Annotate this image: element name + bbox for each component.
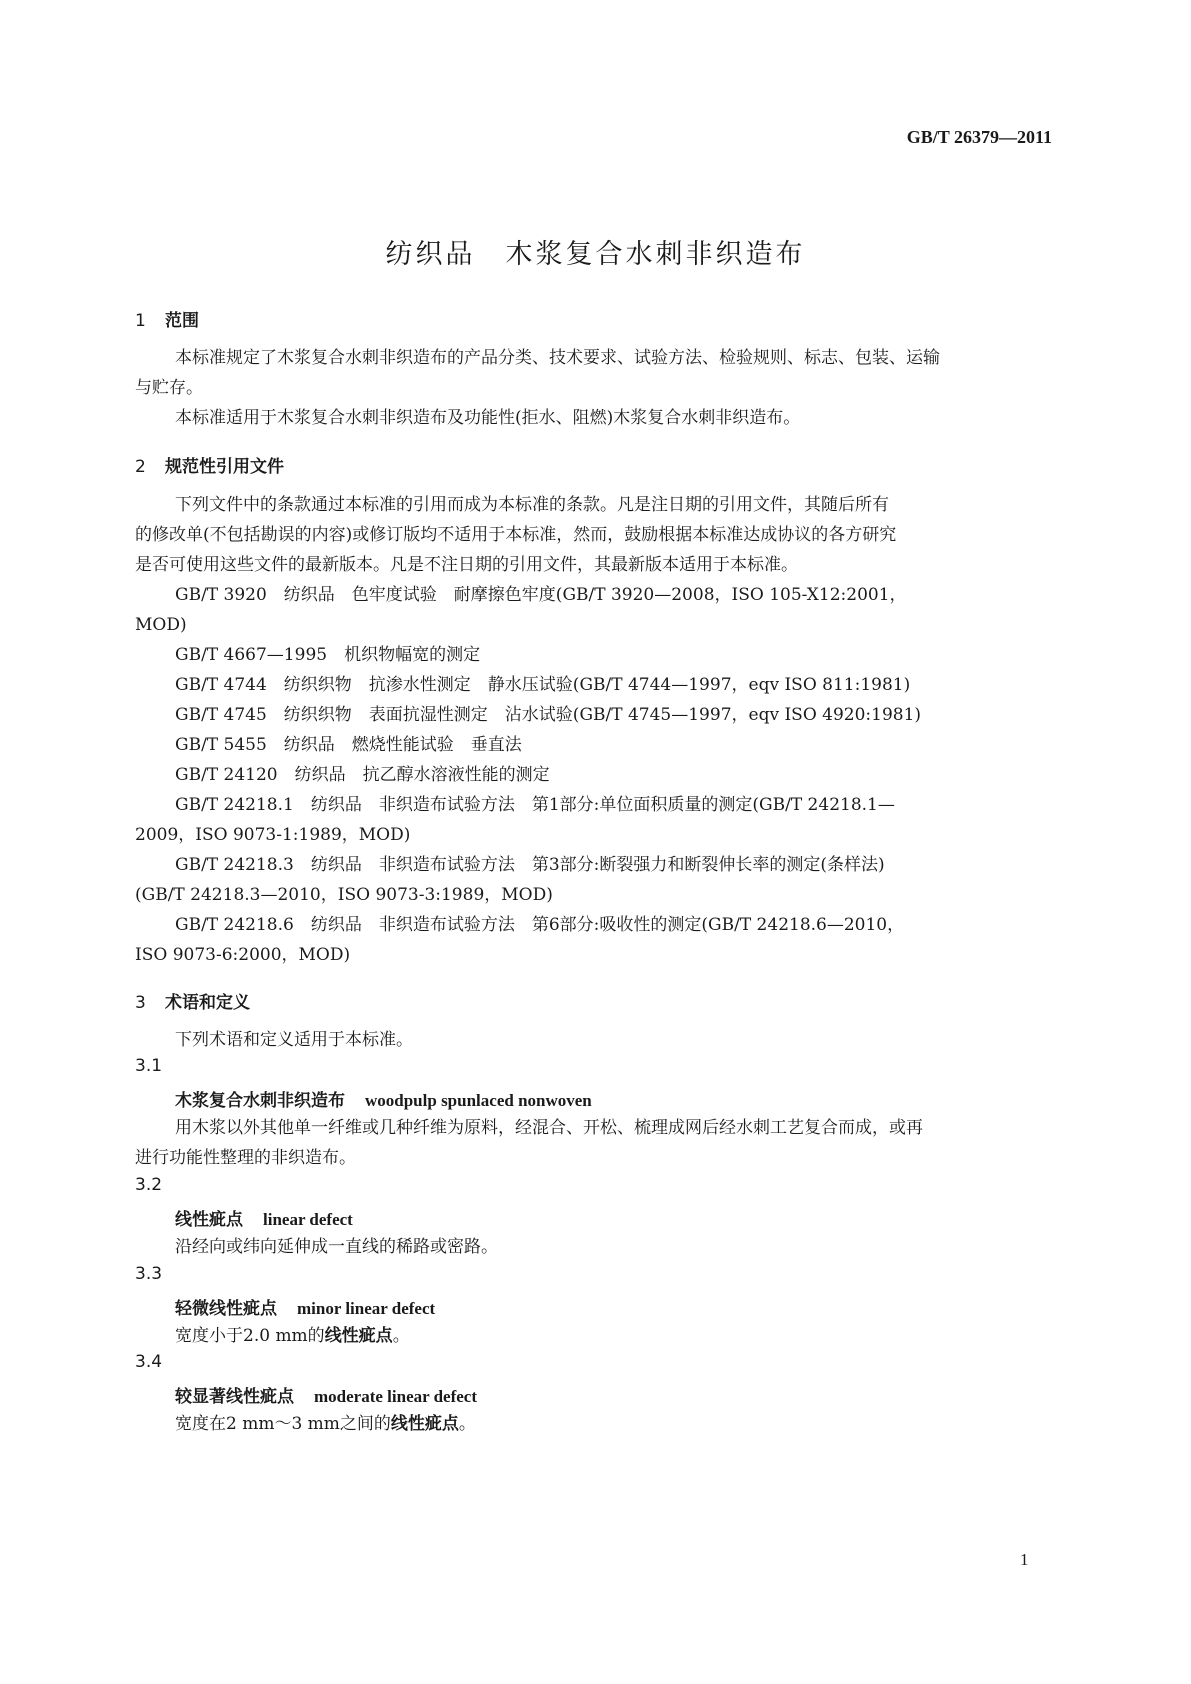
term-english: minor linear defect [297, 1299, 436, 1318]
paragraph-line: 本标准适用于木浆复合水刺非织造布及功能性(拒水、阻燃)木浆复合水刺非织造布。 [175, 408, 801, 428]
term-chinese: 线性疵点 [175, 1210, 243, 1230]
reference-item: GB/T 3920 纺织品 色牢度试验 耐摩擦色牢度(GB/T 3920—2008，ISO 105-X12:2001， [175, 585, 907, 605]
term-chinese: 木浆复合水刺非织造布 [175, 1091, 345, 1111]
paragraph-line: 下列文件中的条款通过本标准的引用而成为本标准的条款。凡是注日期的引用文件，其随后所有 [175, 495, 889, 515]
term-english: moderate linear defect [314, 1387, 478, 1406]
term-chinese: 较显著线性疵点 [175, 1387, 294, 1407]
definition-line: 用木浆以外其他单一纤维或几种纤维为原料，经混合、开松、梳理成网后经水刺工艺复合而成，或再 [175, 1118, 923, 1138]
definition-term-ref: 线性疵点 [390, 1414, 459, 1434]
section-title: 规范性引用文件 [165, 457, 284, 477]
paragraph-line: 的修改单(不包括勘误的内容)或修订版均不适用于本标准，然而，鼓励根据本标准达成协议的各方研究 [135, 525, 897, 545]
definition-text: 宽度在2 mm～3 mm之间的 [175, 1414, 391, 1434]
section-number: 1 [135, 311, 146, 331]
reference-item: GB/T 24218.6 纺织品 非织造布试验方法 第6部分:吸收性的测定(GB/T 24218.6—2010， [175, 915, 905, 935]
section-title: 范围 [165, 311, 199, 331]
document-title: 纺织品 木浆复合水刺非织造布 [385, 239, 806, 270]
paragraph-line: 本标准规定了木浆复合水刺非织造布的产品分类、技术要求、试验方法、检验规则、标志、包装、运输 [175, 348, 940, 368]
reference-item: GB/T 24218.3 纺织品 非织造布试验方法 第3部分:断裂强力和断裂伸长率的测定(条样法) [175, 855, 885, 875]
term-heading [175, 1205, 353, 1230]
section-3-heading [135, 988, 250, 1013]
definition-line: 进行功能性整理的非织造布。 [135, 1148, 356, 1168]
section-title: 术语和定义 [165, 993, 250, 1013]
reference-item: GB/T 4745 纺织织物 表面抗湿性测定 沾水试验(GB/T 4745—1997，eqv ISO 4920:1981) [175, 705, 922, 725]
term-heading [175, 1086, 592, 1111]
term-number: 3.1 [135, 1056, 163, 1076]
section-number: 3 [135, 993, 146, 1013]
reference-item-continued: MOD) [135, 615, 187, 635]
definition-line [175, 1409, 476, 1440]
section-2-heading [135, 452, 284, 477]
definition-text: 宽度小于2.0 mm的 [175, 1326, 325, 1346]
reference-item: GB/T 4744 纺织织物 抗渗水性测定 静水压试验(GB/T 4744—1997，eqv ISO 811:1981) [175, 675, 911, 695]
definition-text: 。 [458, 1414, 476, 1434]
term-heading [175, 1294, 435, 1319]
definition-line [175, 1321, 410, 1352]
reference-item-continued: ISO 9073-6:2000，MOD) [135, 945, 351, 965]
section-1-heading [135, 306, 199, 331]
term-heading [175, 1382, 477, 1407]
definition-text: 。 [392, 1326, 410, 1346]
reference-item-continued: 2009，ISO 9073-1:1989，MOD) [135, 825, 411, 845]
term-number: 3.3 [135, 1264, 163, 1284]
reference-item-continued: (GB/T 24218.3—2010，ISO 9073-3:1989，MOD) [135, 885, 553, 905]
standard-code: GB/T 26379—2011 [906, 127, 1052, 147]
paragraph-line: 与贮存。 [135, 378, 203, 398]
paragraph-line: 是否可使用这些文件的最新版本。凡是不注日期的引用文件，其最新版本适用于本标准。 [135, 555, 798, 575]
term-number: 3.4 [135, 1352, 163, 1372]
paragraph-line: 下列术语和定义适用于本标准。 [175, 1030, 413, 1050]
reference-item: GB/T 24218.1 纺织品 非织造布试验方法 第1部分:单位面积质量的测定(GB/T 24218.1— [175, 795, 895, 815]
term-english: woodpulp spunlaced nonwoven [365, 1091, 592, 1110]
reference-item: GB/T 4667—1995 机织物幅宽的测定 [175, 645, 481, 665]
term-english: linear defect [263, 1210, 353, 1229]
page-number: 1 [1020, 1550, 1029, 1569]
term-number: 3.2 [135, 1175, 163, 1195]
term-chinese: 轻微线性疵点 [175, 1299, 277, 1319]
reference-item: GB/T 5455 纺织品 燃烧性能试验 垂直法 [175, 735, 522, 755]
reference-item: GB/T 24120 纺织品 抗乙醇水溶液性能的测定 [175, 765, 550, 785]
section-number: 2 [135, 457, 146, 477]
definition-term-ref: 线性疵点 [324, 1326, 393, 1346]
definition-line: 沿经向或纬向延伸成一直线的稀路或密路。 [175, 1237, 498, 1257]
